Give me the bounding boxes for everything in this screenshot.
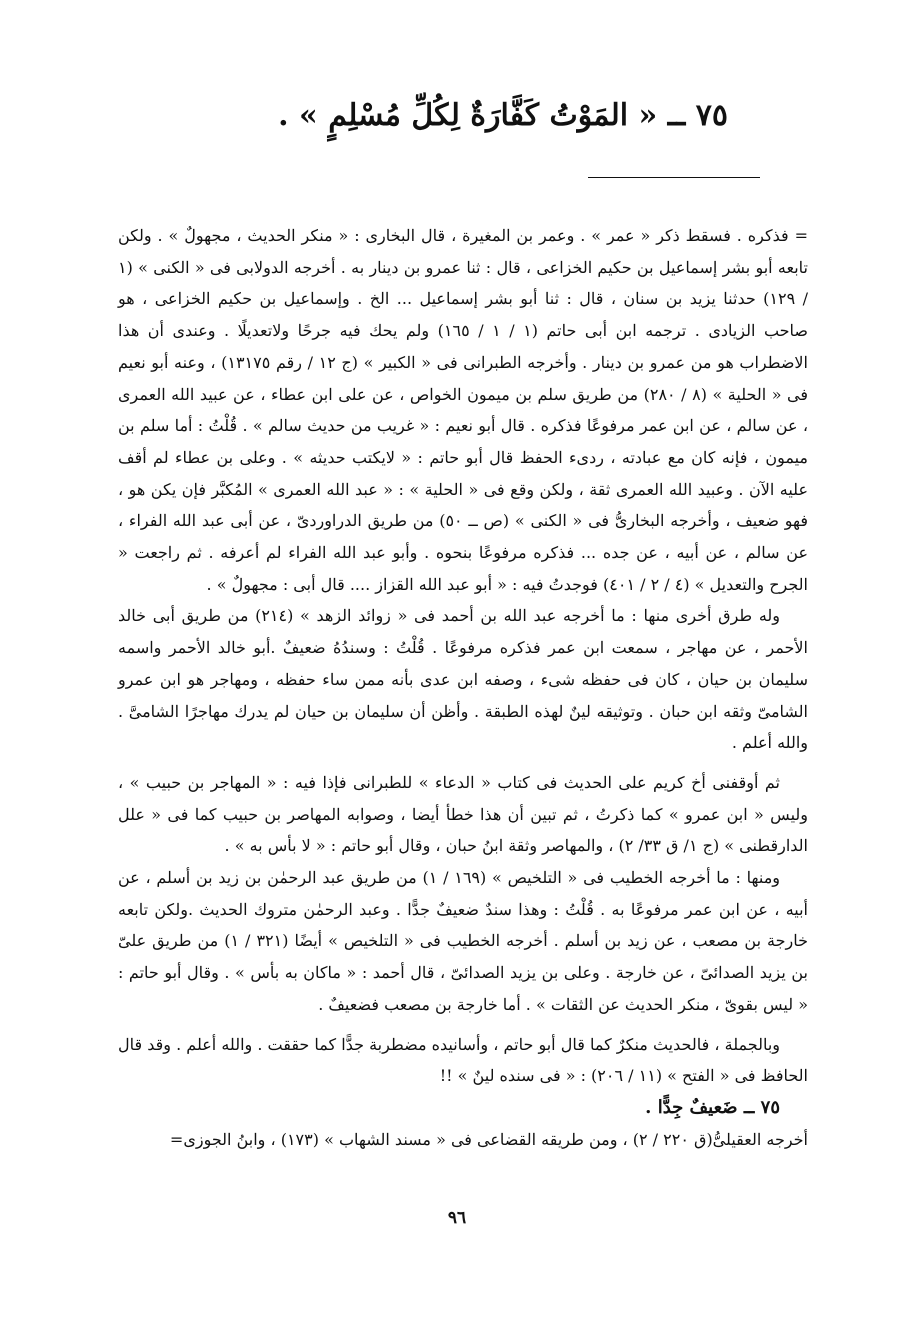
paragraph-khatib-route: ومنها : ما أخرجه الخطيب فى « التلخيص » (١٦٩ / ١) من طريق عبد الرحمٰن بن زيد بن أسلم ، عن أبيه ، عن ابن عمر مرفوعًا به . قُلْتُ : وهذا سندٌ ضعيفٌ جدًّا . وعبد الرحمٰن متروك الحديث .ولكن تابعه خارجة بن مصعب ، عن زيد بن أسلم . أخرجه الخطيب فى « التلخيص » أيضًا (٣٢١ / ١) من طريق علىّ بن يزيد الصدائىّ ، عن خارجة . وعلى بن يزيد الصدائىّ ، قال أحمد : « ماكان به بأس » . وقال أبو حاتم : « ليس بقوىّ ، منكر الحديث عن الثقات » . أما خارجة بن مصعب فضعيفٌ . <box>118 868 808 1014</box>
footnote-body <box>118 220 808 1155</box>
paragraph-other-routes: وله طرق أخرى منها : ما أخرجه عبد الله بن أحمد فى « زوائد الزهد » (٢١٤) من طريق أبى خالد الأحمر ، عن مهاجر ، سمعت ابن عمر فذكره مرفوعًا . قُلْتُ : وسندُهُ ضعيفٌ .أبو خالد الأحمر واسمه سليمان بن حيان ، كان فى حفظه شىء ، وصفه ابن عدى بأنه ممن ساء حفظه ، ومهاجر هو ابن عمرو الشامىّ وثقه ابن حبان . وتوثيقه لينٌ لهذه الطبقة . وأظن أن سليمان بن حيان لم يدرك مهاجرًا الشامىَّ . والله أعلم . <box>118 606 808 753</box>
paragraph-continuation: = فذكره . فسقط ذكر « عمر » . وعمر بن المغيرة ، قال البخارى : « منكر الحديث ، مجهولٌ » . ولكن تابعه أبو بشر إسماعيل بن حكيم الخزاعى ، قال : ثنا عمرو بن دينار به . أخرجه الدولابى فى « الكنى » (١ / ١٢٩) حدثنا يزيد بن سنان ، قال : ثنا أبو بشر إسماعيل ... الخ . وإسماعيل بن حكيم الخزاعى ، هو صاحب الزيادى . ترجمه ابن أبى حاتم (١ / ١ / ١٦٥) ولم يحك فيه جرحًا ولاتعديلًا . وعندى أن هذا الاضطراب هو من عمرو بن دينار . وأخرجه الطبرانى فى « الكبير » (ج ١٢ / رقم ١٣١٧٥) ، وعنه أبو نعيم فى « الحلية » (٨ / ٢٨٠) من طريق سلم بن ميمون الخواص ، عن على ابن عطاء ، عن عبيد الله العمرى ، عن سالم ، عن ابن عمر مرفوعًا فذكره . قال أبو نعيم : « غريب من حديث سالم » . قُلْتُ : أما سلم بن ميمون ، فإنه كان مع عبادته ، ردىء الحفظ قال أبو حاتم : « لايكتب حديثه » . وعلى بن عطاء لم أقف عليه الآن . وعبيد الله العمرى ثقة ، ولكن وقع فى « الحلية » : « عبد الله العمرى » المُكبَّر فإن يكن هو ، فهو ضعيف ، وأخرجه البخارىُّ فى « الكنى » (ص ــ ٥٠) من طريق الدراوردىّ ، عن أبى عبد الله الفراء ، عن سالم ، عن أبيه ، عن جده ... فذكره مرفوعًا بنحوه . وأبو عبد الله الفراء لم أعرفه . ثم راجعت « الجرح والتعديل » (٤ / ٢ / ٤٠١) فوجدتُ فيه : « أبو عبد الله القزاز .... قال أبى : مجهولٌ » . <box>118 226 809 594</box>
grading-heading: ٧٥ ــ ضَعيفٌ جِدًّا . <box>645 1096 780 1118</box>
footnote-separator-rule <box>588 177 760 178</box>
paragraph-dua-correction: ثم أوقفنى أخ كريم على الحديث فى كتاب « الدعاء » للطبرانى فإذا فيه : « المهاجر بن حبيب » ، وليس « ابن عمرو » كما ذكرتُ ، ثم تبين أن هذا خطأ أيضا ، وصوابه المهاصر بن حبيب كما فى « علل الدارقطنى » (ج ١/ ق ٣٣/ ٢) ، والمهاصر وثقة ابنُ حبان ، وقال أبو حاتم : « لا بأس به » . <box>118 772 808 856</box>
paragraph-takhrij: أخرجه العقيلىُّ(ق ٢٢٠ / ٢) ، ومن طريقه القضاعى فى « مسند الشهاب » (١٧٣) ، وابنُ الجوزى= <box>169 1129 808 1149</box>
hadith-heading: ٧٥ ــ « المَوْتُ كَفَّارَةٌ لِكُلِّ مُسْلِمٍ » . <box>278 98 728 133</box>
page-number: ٩٦ <box>447 1208 467 1228</box>
paragraph-conclusion: وبالجملة ، فالحديث منكرٌ كما قال أبو حاتم ، وأسانيده مضطربة جدًّا كما حققت . والله أعلم . وقد قال الحافظ فى « الفتح » (١١ / ٢٠٦) : « فى سنده لينٌ » !! <box>118 1034 808 1086</box>
